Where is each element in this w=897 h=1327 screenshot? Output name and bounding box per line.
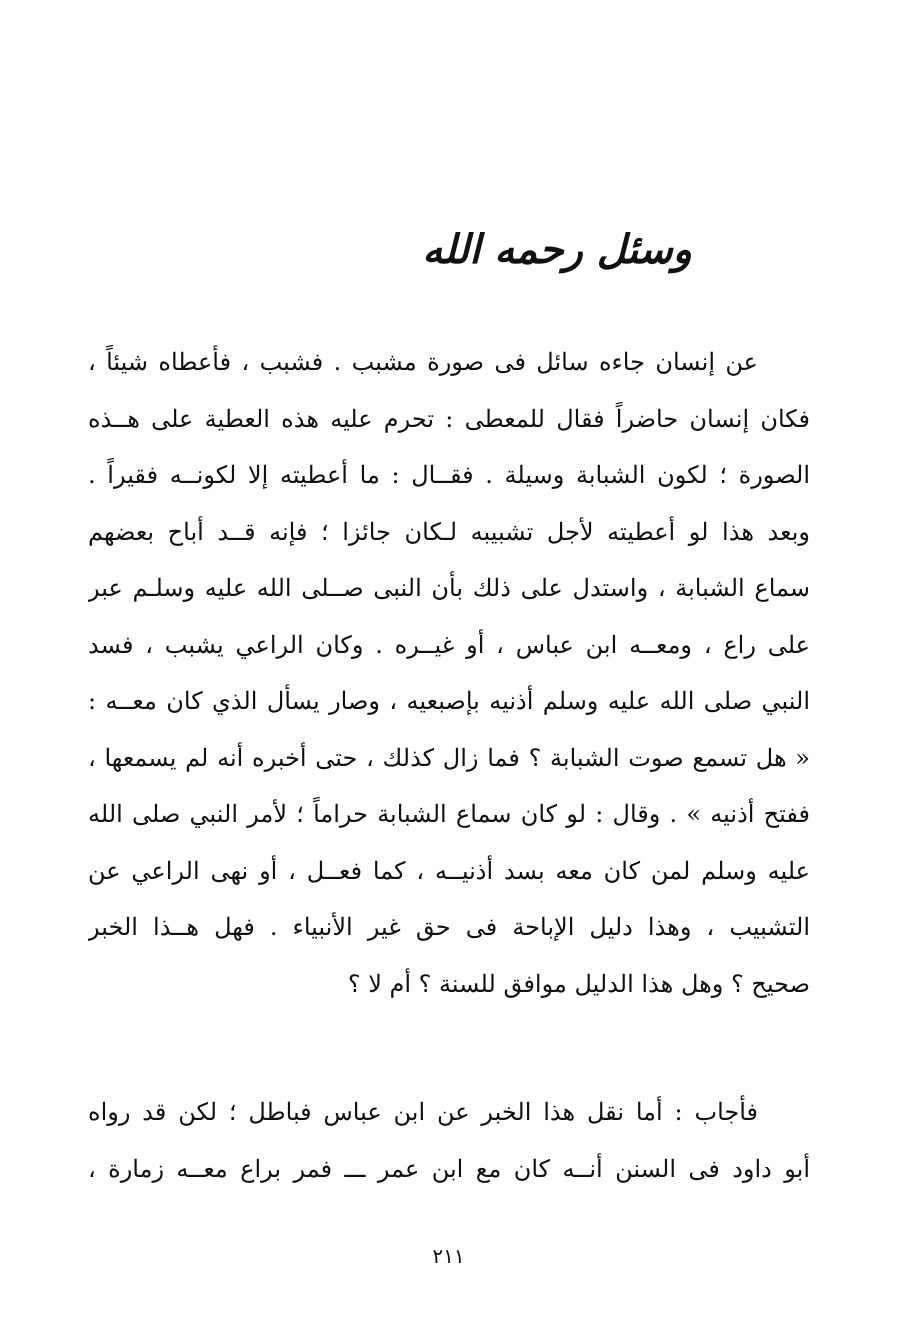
text-line: التشبيب ، وهذا دليل الإباحة فى حق غير الأنبياء . فهل هــذا الخبر <box>88 913 810 941</box>
text-line: وبعد هذا لو أعطيته لأجل تشبيبه لـكان جائزا ؛ فإنه قــد أباح بعضهم <box>88 517 810 546</box>
text-line: فكان إنسان حاضراً فقال للمعطى : تحرم عليه هذه العطية على هــذه <box>88 404 810 433</box>
section-heading: وسئل رحمه الله <box>422 227 692 273</box>
text-line: النبي صلى الله عليه وسلم أذنيه بإصبعيه ، وصار يسأل الذي كان معــه : <box>88 687 810 715</box>
text-line: « هل تسمع صوت الشبابة ؟ فما زال كذلك ، حتى أخبره أنه لم يسمعها ، <box>88 743 810 772</box>
text-line: ففتح أذنيه » . وقال : لو كان سماع الشبابة حراماً ؛ لأمر النبي صلى الله <box>88 800 810 828</box>
text-line: سماع الشبابة ، واستدل على ذلك بأن النبى صــلى الله عليه وسلـم عبر <box>88 574 810 602</box>
question-paragraph <box>88 334 810 1012</box>
answer-paragraph <box>88 1084 810 1197</box>
text-line: على راع ، ومعــه ابن عباس ، أو غيــره . وكان الراعي يشبب ، فسد <box>88 630 810 659</box>
text-line: أبو داود فى السنن أنــه كان مع ابن عمر ـــ فمر براع معــه زمارة ، <box>88 1154 810 1183</box>
page-number: ٢١١ <box>432 1244 465 1268</box>
text-line: الصورة ؛ لكون الشبابة وسيلة . فقــال : ما أعطيته إلا لكونــه فقيراً . <box>88 461 810 489</box>
text-line: عليه وسلم لمن كان معه بسد أذنيــه ، كما فعــل ، أو نهى الراعي عن <box>88 856 810 885</box>
text-line: صحيح ؟ وهل هذا الدليل موافق للسنة ؟ أم لا ؟ <box>347 969 810 998</box>
text-line: فأجاب : أما نقل هذا الخبر عن ابن عباس فباطل ؛ لكن قد رواه <box>88 1098 758 1126</box>
text-line: عن إنسان جاءه سائل فى صورة مشبب . فشبب ، فأعطاه شيئاً ، <box>88 348 758 376</box>
